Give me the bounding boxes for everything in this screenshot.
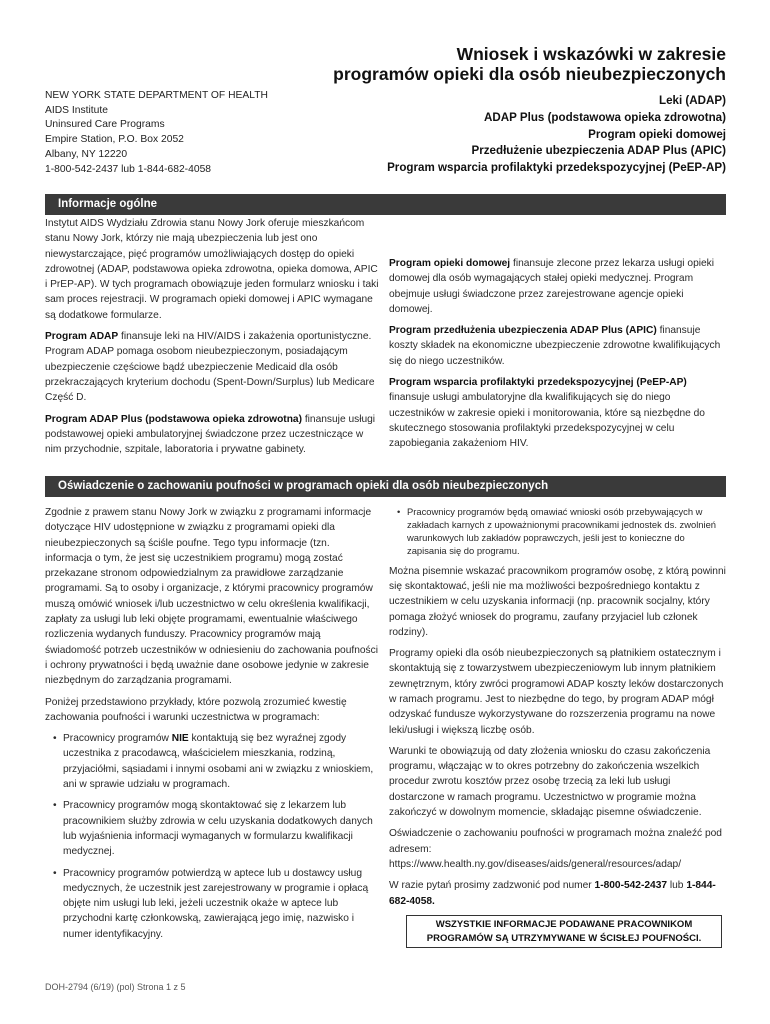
form-footer: DOH-2794 (6/19) (pol) Strona 1 z 5 [45,982,186,992]
adap-plus-title: Program ADAP Plus (podstawowa opieka zdrowotna) [45,413,302,425]
apic-title: Program przedłużenia ubezpieczenia ADAP Plus (APIC) [389,325,657,337]
agency-address [45,89,268,177]
program-item: Program wsparcia profilaktyki przedekspozycyjnej (PeEP-AP) [387,161,726,175]
program-list [387,93,726,177]
confidentiality-paragraph: Zgodnie z prawem stanu Nowy Jork w związku z programami informacje dotyczące HIV udostępnione w związku z programami opieki dla nieubezpieczonych są ściśle poufne. Tego typu informacje (tzn. informacja o tym, że jest się uczestnikiem programu) mogą zostać przekazane stronom odpowiedzialnym za prawidłowe zarządzanie programami. Są to osoby i organizacje, z którymi pracownicy programów muszą omówić wniosek i/lub uczestnictwo w celu określenia kwalifikacji, zapłaty za usługi lub leki objęte programami, ewentualnie właściwego rozliczenia wydanych funduszy. Pracownicy programów mają świadomość potrzeb uczestników w odniesieniu do zachowania poufności i ochrony prywatności i będą uważnie dane osobowe jedynie w zakresie niezbędnym do zarządzania programami. [45,507,378,687]
list-item: • Pracownicy programów będą omawiać wnioski osób przebywających w zakładach karnych z upoważnionymi pracownikami jednostek ds. zwolnień warunkowych lub zakładów poprawczych, jeśli jest to konieczne do zapisania się do programu. [397,505,726,558]
section-heading-confidentiality: Oświadczenie o zachowaniu poufności w programach opieki dla osób nieubezpieczonych [45,476,726,497]
address-line: Albany, NY 12220 [45,148,128,160]
general-info-right-column [389,216,724,458]
address-phone: 1-800-542-2437 lub 1-844-682-4058 [45,163,212,175]
address-line: Empire Station, P.O. Box 2052 [45,134,184,146]
prep-title: Program wsparcia profilaktyki przedekspozycyjnej (PeEP-AP) [389,377,687,389]
statement-location-paragraph: Oświadczenie o zachowaniu poufności w programach można znaleźć pod adresem: https://www.health.ny.gov/diseases/aids/general/resources/adap/ [389,828,722,870]
program-item: ADAP Plus (podstawowa opieka zdrowotna) [484,110,726,124]
address-line: Uninsured Care Programs [45,119,165,131]
statement-url-link[interactable]: https://www.health.ny.gov/diseases/aids/general/resources/adap/ [389,858,682,870]
questions-paragraph: W razie pytań prosimy zadzwonić pod numer 1-800-542-2437 lub 1-844-682-4058. [389,880,716,907]
program-item: Leki (ADAP) [659,94,726,107]
adap-plus-text: finansuje usługi podstawowej opieki ambulatoryjnej świadczone przez uczestniczące w nim przychodnie, szpitale, laboratoria i prywatne gabinety. [45,413,376,456]
phone-number-1: 1-800-542-2437 [594,880,668,892]
apic-paragraph [389,323,724,369]
prep-text: finansuje usługi ambulatoryjne dla kwalifikujących się do niego uczestników w zakresie opieki i monitorowania, które są niezbędne do skutecznego stosowania profilaktyki przedekspozycyjnej w celu zapobiegania zakażeniom HIV. [389,392,705,450]
address-line: NEW YORK STATE DEPARTMENT OF HEALTH [45,90,268,101]
home-care-title: Program opieki domowej [389,258,511,269]
adap-paragraph [45,329,379,405]
confidentiality-left-column [45,505,379,948]
general-info-left-column [45,216,379,463]
intro-paragraph: Instytut AIDS Wydziału Zdrowia stanu Nowy Jork oferuje mieszkańcom stanu Nowy Jork, którzy nie mają ubezpieczenia lub jest ono niewystarczające, pięć programów umożliwiających dostęp do opieki zdrowotnej (ADAP, podstawowa opieka zdrowotna, opieka domowa, APIC i PrEP-AP). W tych programach obowiązuje jeden formularz wniosku i taki sam proces rejestracji. W programach opieki domowej i APIC wymagane są dodatkowe formularze. [45,218,379,321]
prep-paragraph [389,375,724,451]
title-line-2: programów opieki dla osób nieubezpieczonych [333,64,726,85]
list-item: • Pracownicy programów NIE kontaktują się bez wyraźnej zgody uczestnika z pracodawcą, właścicielem mieszkania, rodziną, przyjaciółmi, sąsiadami i innymi osobami ani w związku z wnioskiem, ani w sprawie udziału w programach. [53,731,379,792]
title-line-1: Wniosek i wskazówki w zakresie [456,44,726,64]
list-item: • Pracownicy programów mogą skontaktować się z lekarzem lub pracownikiem służby zdrowia w celu uzyskania dodatkowych danych lub wyjaśnienia informacji wymaganych w formularzu kwalifikacji medycznej. [53,798,379,859]
apic-text: finansuje koszty składek na ekonomiczne ubezpieczenie zdrowotne kwalifikujących się do niego uczestników. [389,325,721,367]
examples-list-continued [397,505,726,558]
program-item: Przedłużenie ubezpieczenia ADAP Plus (APIC) [471,144,726,158]
contact-person-paragraph: Można pisemnie wskazać pracownikom programów osobę, z którą powinni się skontaktować, jeśli nie ma możliwości bezpośredniego kontaktu z uczestnikiem w celu uzyskania informacji (np. pracownik socjalny, który pomaga złożyć wniosek do programu, zaufany przyjaciel lub członek rodziny). [389,565,726,638]
adap-title: Program ADAP [45,331,119,343]
confidentiality-right-column [389,505,726,948]
confidentiality-notice-box: WSZYSTKIE INFORMACJE PODAWANE PRACOWNIKOM PROGRAMÓW SĄ UTRZYMYWANE W ŚCISŁEJ POUFNOŚCI. [406,915,722,949]
document-title [333,44,726,84]
section-heading-general-info: Informacje ogólne [45,194,726,215]
adap-text: finansuje leki na HIV/AIDS i zakażenia oportunistyczne. Program ADAP pomaga osobom nieubezpieczonym, posiadającym ubezpieczenie częściowe bądź ubezpieczenie Medicaid dla osób przekraczających kryterium dochodu (Spent-Down/Surplus) lub Medicare Część D. [45,331,375,404]
address-line: AIDS Institute [45,104,108,116]
examples-intro: Poniżej przedstawiono przykłady, które pozwolą zrozumieć kwestię zachowania poufności i warunki uczestnictwa w programach: [45,696,347,723]
duration-paragraph: Warunki te obowiązują od daty złożenia wniosku do czasu zakończenia programu, włączając w to okres potrzebny do zakończenia wszelkich procedur zwrotu kosztów przez osobę trzecią za leki lub usługi dostarczone w ramach programu. Uczestnictwo w programie można zakończyć w dowolnym momencie, składając pisemne oświadczenie. [389,745,711,819]
phone-number-2: 1-844-682-4058. [389,880,716,907]
payer-paragraph: Programy opieki dla osób nieubezpieczonych są płatnikiem ostatecznym i skontaktują się z towarzystwem ubezpieczeniowym lub innym płatnikiem zewnętrznym, który zwróci programowi ADAP koszty leków dostarczonych w ramach programu. Jest to niezbędne do tego, by program ADAP mógł odzyskać fundusze wykorzystywane do rozszerzenia programu na nowe leki/usługi i większą liczbę osób. [389,648,724,736]
program-item: Program opieki domowej [588,127,726,141]
list-item: • Pracownicy programów potwierdzą w aptece lub u dostawcy usług medycznych, że uczestnik jest zarejestrowany w programie i opłacą objęte nim usługi lub leki, jeżeli uczestnik okaże w aptece lub przychodni kartę członkowską, zawierającą jego imię, nazwisko i numer identyfikacyjny. [53,866,379,942]
adap-plus-paragraph [45,412,379,458]
home-care-paragraph [389,256,724,317]
home-care-text: finansuje zlecone przez lekarza usługi opieki domowej dla osób wymagających stałej opieki medycznej. Program obejmuje usługi świadczone przez zarejestrowane agencje opieki domowej. [389,258,715,315]
examples-list [53,731,379,942]
